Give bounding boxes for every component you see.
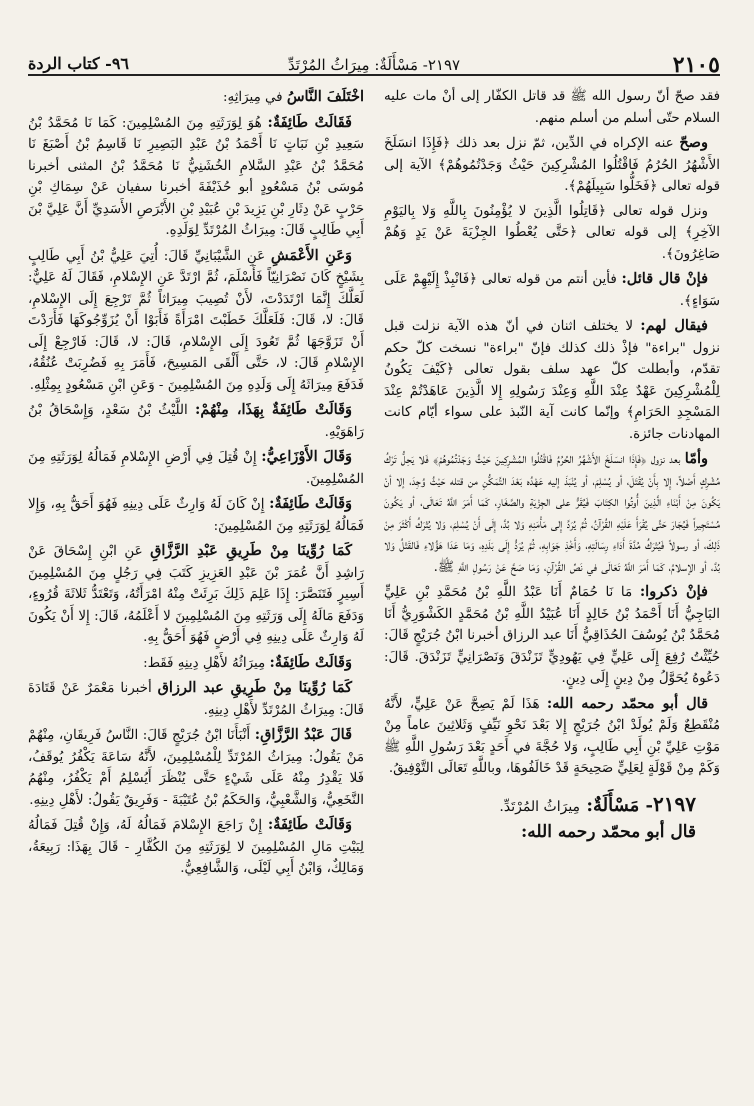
paragraph: قَالَ عَبْدُ الرَّزَّاقِ: أَنْبَأَنَا ابْنُ جُرَيْجٍ قَالَ: النَّاسُ فَرِيقَانِ، مِنْهُمْ مَنْ يَقُولُ: مِيرَاثُ المُرْتَدِّ لِلْمُسْلِمِينَ، لأَنَّهُ سَاعَةَ يَكْفُرُ يُوقَفُ، فَلا يَقْدِرُ مِنْهُ عَلَى شَيْءٍ حَتَّى يُنْظَرَ أَيُسْلِمُ أَمْ يَكْفُرُ، مِنْهُمُ النَّخَعِيُّ، وَالشَّعْبِيُّ، وَالحَكَمُ بْنُ عُتَيْبَةَ - وَفَرِيقٌ يَقُولُ: لأَهْلِ دِينِهِ. <box>28 726 364 808</box>
paragraph-lead: وَعَنِ الأَعْمَشِ <box>270 246 352 264</box>
paragraph-lead: وَقَالَتْ طَائِفَةٌ: <box>269 495 352 512</box>
paragraph: ونزل قوله تعالى ﴿قَاتِلُوا الَّذِينَ لا يُؤْمِنُونَ بِاللَّهِ وَلا بِاليَوْمِ الآخِرِ﴾ إلى قوله تعالى ﴿حَتَّى يُعْطُوا الجِزْيَةَ عَنْ يَدٍ وَهُمْ صَاغِرُونَ﴾. <box>384 203 720 262</box>
paragraph-lead: وصحّ <box>679 134 708 151</box>
book-page <box>28 40 720 1080</box>
issue-author-line: قال أبو محمّد رحمه الله: <box>521 822 696 842</box>
running-book-title: ٩٦- كتاب الردة <box>28 54 130 73</box>
paragraph: وأمّا بعد نزول ﴿فَإِذَا انسَلَخَ الأَشْهُرُ الحُرُمُ فَاقْتُلُوا المُشْرِكِينَ حَيْثُ وَجَدْتُمُوهُمْ﴾ فَلا يَحِلُّ تَرْكُ مُشْرِكٍ أَصْلاً، إِلا بِأَنْ يُقْتَلَ، أو يُسْلِمَ، أو يُنْبَذَ إليه عَهْدُه بَعْدَ التَّمَكُّنِ من قتله حَيْثُ وُجِدَ، إلا أنْ يَكُونَ مِنْ أَبْنَاءِ الَّذِينَ أُوتُوا الكِتَابَ فَيُقَرُّ على الجِزْيَةِ والصَّغَارِ، كَمَا أَمَرَ اللَّهُ تَعَالَى، أو يَكُونَ مُسْتَجِيراً فَيُجَارَ حَتَّى يُقْرَأَ عَلَيْهِ القُرْآنُ، ثُمَّ يُرَدَّ إِلى مَأْمَنِهِ وَلا بُدَّ، إِلَى أَنْ يُسْلِمَ، وَلا يُتْرَكُ أَكْثَرَ مِنْ ذَلِكَ، أو رسولاً فَيُتْرَكُ مُدَّةَ أَدَاءِ رِسَالَتِهِ، وَأَخْذِ جَوَابِهِ، ثُمَّ يُرَدُّ إِلَى بَلَدِهِ، وَمَا عَدَا هَؤُلاءِ فَالقَتْلُ وَلا بُدَّ، أو الإسلامُ، كَمَا أَمَرَ اللَّهُ تَعَالَى في نَصِّ القُرْآنِ، وَمَا صَحَّ عَنْ رَسُولِ اللَّهِ ﷺ. <box>384 450 720 575</box>
paragraph-lead: فإنْ ذكروا: <box>639 583 708 600</box>
paragraph: اخْتَلَفَ النَّاسُ في مِيرَاثِهِ: <box>223 88 364 105</box>
issue-title: مِيرَاثُ المُرْتَدِّ. <box>499 798 581 815</box>
paragraph-lead: فيقال لهم: <box>640 317 708 334</box>
paragraph: قال أبو محمّد رحمه الله: هَذَا لَمْ يَصِحَّ عَنْ عَلِيٍّ، لأَنَّهُ مُنْقَطِعٌ وَلَمْ يُولَدْ ابْنُ جُرَيْجٍ إِلا بَعْدَ نَحْوِ نَيِّفٍ وَثَلاثِينَ عاماً مِنْ مَوْتِ عَلِيِّ بْنِ أَبِي طَالِبٍ، وَلا حُجَّةَ في أَحَدٍ بَعْدَ رَسُولِ اللَّهِ ﷺ وَكَمْ مِنْ قَوْلَةٍ لِعَلِيٍّ صَحِيحَةٍ قَدْ خَالَفُوهَا، وباللَّهِ تَعَالَى التَّوْفِيقُ. <box>384 694 720 776</box>
header-rule <box>28 74 720 76</box>
paragraph: كَمَا رُوِّينَا مِنْ طَرِيقِ عبد الرزاق أخبرنا مَعْمَرٌ عَنْ قَتَادَةَ قَالَ: مِيرَاثُ المُرْتَدِّ لأَهْلِ دِينِهِ. <box>28 679 364 718</box>
paragraph: وَقَالَتْ طَائِفَةٌ: إِنْ كَانَ لَهُ وَارِثٌ عَلَى دِينِهِ فَهُوَ أَحَقُّ بِهِ، وَإِلا فَمَالُهُ لِوَرَثَتِهِ مِنَ المُسْلِمِينَ: <box>28 495 364 534</box>
paragraph: وَقَالَتْ طَائِفَةٌ: مِيرَاثُهُ لأَهْلِ دِينِهِ فَقَط: <box>143 653 352 671</box>
paragraph-lead: فَقَالَتْ طَائِفَةٌ: <box>267 113 352 131</box>
paragraph-lead: وَقَالَتْ طَائِفَةٌ: <box>267 816 352 833</box>
issue-label: - مَسْأَلَةٌ: <box>586 794 654 816</box>
paragraph: فيقال لهم: لا يختلف اثنان في أنّ هذه الآية نزلت قبل نزول "براءة" فإذْ ذلك كذلك فإنّ "براءة" نسخت كلّ حكم تقدّم، وأبطلت كلّ عهد سلف بقول تعالى ﴿كَيْفَ يَكُونُ لِلْمُشْرِكِينَ عَهْدٌ عِنْدَ اللَّهِ وَعِنْدَ رَسُولِهِ إِلا الَّذِينَ عَاهَدْتُمْ عِنْدَ المَسْجِدِ الحَرَامِ﴾ وإنّما كانت آية النّبذ على سواء أيّام كانت المهادنات جائزة. <box>384 317 720 442</box>
paragraph-lead: وَقَالَتْ طَائِفَةٌ: <box>269 653 352 671</box>
paragraph: كَمَا رُوِّينَا مِنْ طَرِيقِ عَبْدِ الرَّزَّاقِ عَنِ ابْنِ إِسْحَاقَ عَنْ رَاشِدِ أَنَّ عُمَرَ بْنَ عَبْدِ العَزِيزِ كَتَبَ فِي رَجُلٍ مِنَ المُسْلِمِينَ أَسِيرٍ فَتَنَصَّرَ: إِذَا عَلِمَ ذَلِكَ بَرِئَتْ مِنْهُ امْرَأَتُهُ، وَتَعْتَدُّ ثَلاثَةَ قُرُوءٍ، وَدَفَعَ مَالَهُ إِلَى وَرَثَتِهِ مِنَ المُسْلِمِينَ لا أَعْلَمُهُ، قَالَ: إِلا أَنْ يَكُونَ لَهُ وَارِثٌ عَلَى دِينِهِ فِي أَرْضٍ فَهُوَ أَحَقُّ بِهِ. <box>28 542 364 645</box>
paragraph-lead: قال أبو محمّد رحمه الله: <box>546 694 709 712</box>
right-column <box>384 86 720 844</box>
paragraph: فقد صحّ أنّ رسول الله ﷺ قد قاتل الكفّار إلى أنْ مات عليه السلام حتّى أسلم من أسلم منهم. <box>384 89 720 126</box>
issue-heading <box>384 791 720 819</box>
left-column <box>28 86 364 883</box>
paragraph: فإنْ قال قائل: فأين أنتم من قوله تعالى ﴿فَانْبِذْ إِلَيْهِمْ عَلَى سَوَاءٍ﴾. <box>384 270 720 309</box>
paragraph-lead: اخْتَلَفَ النَّاسُ <box>286 88 364 105</box>
running-issue-title: ٢١٩٧- مَسْأَلَةٌ: مِيرَاثُ المُرْتَدِّ <box>287 56 461 74</box>
page-number: ٢١٠٥ <box>672 52 720 78</box>
paragraph: فإنْ ذكروا: مَا نَا حُمَامٌ أَنَا عَبْدُ اللَّهِ بْنُ مُحَمَّدِ بْنِ عَلِيٍّ البَاجِيُّ أَنَا أَحْمَدُ بْنُ خَالِدٍ أَنَا عُبَيْدُ اللَّهِ بْنُ مُحَمَّدٍ الكَشْوَرِيُّ أَنَا مُحَمَّدُ بْنُ يُوسُفَ الحُذَاقِيُّ أَنَا عبد الرزاق أخبرنا ابْنُ جُرَيْجٍ قَالَ: حُيِّثْتُ رُفِعَ إِلَى عَلِيٍّ فِي يَهُودِيٍّ تَزَنْدَقَ وَنَصْرَانِيٍّ تَزَنْدَقَ. قَالَ: دَعُوهُ يُحَوَّلُ مِنْ دِينٍ إِلَى دِينٍ. <box>384 583 720 686</box>
paragraph-lead: كَمَا رُوِّينَا مِنْ طَرِيقِ عبد الرزاق <box>157 679 352 696</box>
paragraph: فَقَالَتْ طَائِفَةٌ: هُوَ لِوَرَثَتِهِ مِنَ المُسْلِمِينَ: كَمَا نَا مُحَمَّدُ بْنُ سَعِيدِ بْنِ نَبَاتٍ نَا أَحْمَدُ بْنُ عَبْدِ البَصِيرِ نَا قَاسِمُ بْنُ أَصْبَغَ نَا مُحَمَّدُ بْنُ عَبْدِ السَّلامِ الخُشَنِيُّ نَا مُحَمَّدُ بْنُ المثنى أخبرنا مُوسَى بْنُ مَسْعُودٍ أبو حُذَيْفَةَ أخبرنا سفيان عَنْ سِمَاكِ بْنِ حَرْبٍ عَنْ دِثَارِ بْنِ يَزِيدَ بْنِ عُبَيْدِ بْنِ الأَبْرَصِ الأَسَدِيِّ أَنَّ عَلِيَّ بْنَ أَبِي طَالِبٍ قَالَ: مِيرَاثُ المُرْتَدِّ لِوَلَدِهِ. <box>28 113 364 238</box>
paragraph-lead: فإنْ قال قائل: <box>621 270 709 287</box>
paragraph: وَقَالَتْ طَائِفَةٌ بِهَذَا، مِنْهُمْ: اللَّيْثُ بْنُ سَعْدٍ، وَإِسْحَاقُ بْنُ رَاهَوَيْهِ. <box>28 401 364 440</box>
paragraph: وَعَنِ الأَعْمَشِ عَنِ الشَّيْبَانِيِّ قَالَ: أُتِيَ عَلِيُّ بْنُ أَبِي طَالِبٍ بِشَيْخٍ كَانَ نَصْرَانِيّاً فَأَسْلَمَ، ثُمَّ ارْتَدَّ عَنِ الإِسْلامِ، فَقَالَ لَهُ عَلِيٌّ: لَعَلَّكَ إِنَّمَا ارْتَدَدْتَ، لأَنْ تُصِيبَ مِيرَاثاً ثُمَّ تَرْجِعَ إِلَى الإِسْلامِ، قَالَ: لا، قَالَ: فَلَعَلَّكَ خَطَبْتَ امْرَأَةً فَأَبَوْا أَنْ يُزَوِّجُوكَهَا فَأَرَدْتَ أَنْ تَزَوَّجَهَا ثُمَّ تَعُودَ إِلَى الإِسْلامِ، قَالَ: لا، قَالَ: فَارْجِعْ إِلَى الإِسْلامِ قَالَ: لا، حَتَّى أَلْقَى المَسِيحَ، فَأَمَرَ بِهِ فَضُرِبَتْ عُنُقُهُ، فَدَفَعَ مِيرَاثَهُ إِلَى وَلَدِهِ مِنَ المُسْلِمِينَ - وَعَنِ ابْنِ مَسْعُودٍ بِمِثْلِهِ. <box>28 246 364 393</box>
paragraph-lead: وأمّا <box>684 450 708 467</box>
paragraph-lead: قَالَ عَبْدُ الرَّزَّاقِ: <box>254 726 353 743</box>
paragraph-lead: وَقَالَتْ طَائِفَةٌ بِهَذَا، مِنْهُمْ: <box>194 401 353 418</box>
issue-number: ٢١٩٧ <box>653 791 696 816</box>
paragraph: وصحّ عنه الإكراه في الدِّين، ثمّ نزل بعد ذلك ﴿فَإِذَا انسَلَخَ الأَشْهُرُ الحُرُمُ فَاقْتُلُوا المُشْرِكِينَ حَيْثُ وَجَدْتُمُوهُمْ﴾ الآية إلى قوله تعالى ﴿فَخَلُّوا سَبِيلَهُمْ﴾. <box>384 134 720 194</box>
paragraph-lead: وَقَالَ الأَوْزَاعِيُّ: <box>261 448 352 465</box>
paragraph: وَقَالَتْ طَائِفَةٌ: إِنْ رَاجَعَ الإِسْلامَ فَمَالُهُ لَهُ، وَإِنْ قُتِلَ فَمَالُهُ لِبَيْتِ مَالِ المُسْلِمِينَ لا لِوَرَثَتِهِ مِنَ الكُفَّارِ - قَالَ بِهَذَا: رَبِيعَةُ، وَمَالِكٌ، وَابْنُ أَبِي لَيْلَى، وَالشَّافِعِيُّ. <box>28 816 364 876</box>
paragraph: وَقَالَ الأَوْزَاعِيُّ: إِنْ قُتِلَ فِي أَرْضِ الإِسْلامِ فَمَالُهُ لِوَرَثَتِهِ مِنَ المُسْلِمِينَ. <box>28 448 364 487</box>
page-header <box>28 50 720 82</box>
paragraph-lead: كَمَا رُوِّينَا مِنْ طَرِيقِ عَبْدِ الرَّزَّاقِ <box>150 542 352 559</box>
